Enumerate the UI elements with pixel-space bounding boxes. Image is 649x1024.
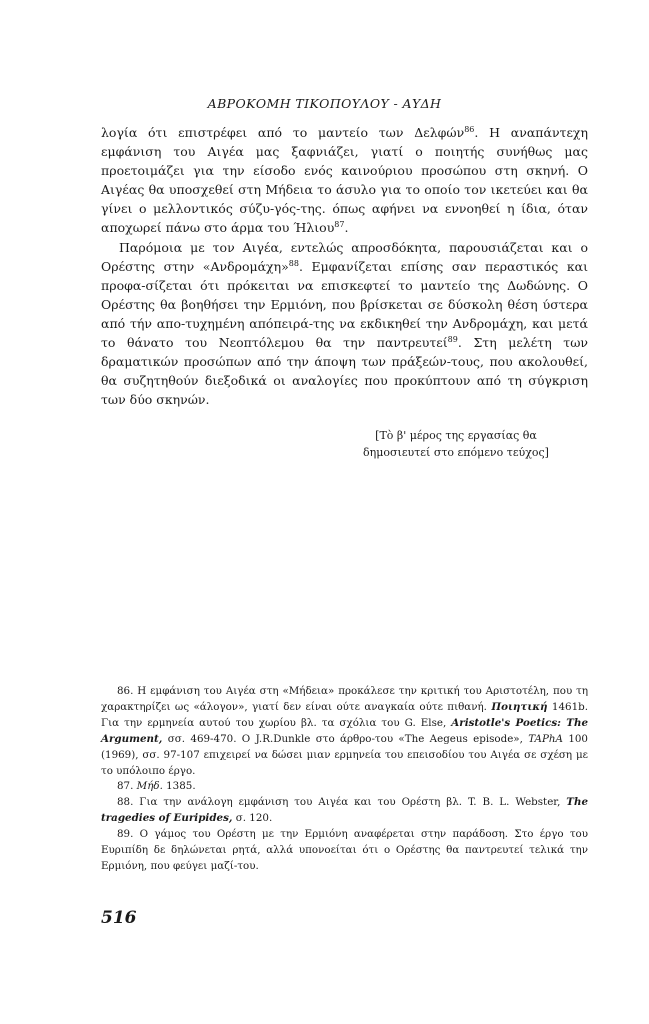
footnote-86-title-else: Aristotle's Poetics: The Argument, xyxy=(101,716,588,745)
footnote-86-text-a: 86. Η εμφάνιση του Αιγέα στη «Μήδεια» προκάλεσε την κριτική του Αριστοτέλη, που τη χαρακτηρίζει ως «άλογον», γιατί δεν είναι ούτε αναγκαία ούτε πιθανή. xyxy=(101,685,588,713)
footnote-ref-87: 87 xyxy=(334,220,345,230)
footnote-87-text-a: 87. xyxy=(117,780,137,793)
footnote-89-text: 89. Ο γάμος του Ορέστη με την Ερμιόνη αναφέρεται στην παράδοση. Στο έργο του Ευριπίδη δε δηλώνεται ρητά, αλλά υπονοείται ότι ο Ορέστης θα παντρευτεί τελικά την Ερμιόνη, που φεύγει μαζί-του. xyxy=(101,828,588,872)
footnote-86-journal: TAPhA xyxy=(528,732,563,745)
footnotes xyxy=(101,684,588,875)
paragraph-2-text-b: . Εμφανίζεται επίσης σαν περαστικός και προφα-σίζεται ότι πρόκειται να επισκεφτεί το μαντείο της Δωδώνης. Ο Ορέστης θα βοηθήσει την Ερμιόνη, που βρίσκεται σε δύσκολη θέση ύστερα από τήν απο-τυχημένη απόπειρά-της να εκδικηθεί την Ανδρομάχη, και μετά το θάνατο του Νεοπτόλεμου θα την παντρευτεί xyxy=(101,258,588,351)
footnote-ref-86: 86 xyxy=(464,125,475,134)
footnote-87-abbrev: Μήδ. xyxy=(136,780,163,793)
footnote-88 xyxy=(101,795,588,827)
footnote-ref-89: 89 xyxy=(447,335,458,345)
footnote-88-title: The tragedies of Euripides, xyxy=(101,796,588,825)
footnote-86 xyxy=(101,684,588,779)
main-text xyxy=(101,123,588,409)
paragraph-2-text-c: . Στη μελέτη των δραματικών προσώπων από την άποψη των πράξεών-τους, που ακολουθεί, θα συζητηθούν διεξοδικά οι αναλογίες που προκύπτουν από τη σύγκριση των δύο σκηνών. xyxy=(101,335,589,408)
footnote-ref-88: 88 xyxy=(288,258,299,268)
footnote-86-text-b: 1461b. Για την ερμηνεία αυτού του χωρίου βλ. τα σχόλια του G. Else, xyxy=(101,700,588,729)
page-number: 516 xyxy=(101,908,137,928)
paragraph-1-text-a: λογία ότι επιστρέφει από το μαντείο των Δελφών xyxy=(101,125,465,140)
footnote-88-text-a: 88. Για την ανάλογη εμφάνιση του Αιγέα και του Ορέστη βλ. T. B. L. Webster, xyxy=(117,796,567,809)
paragraph-2-text-a: Παρόμοια με τον Αιγέα, εντελώς απροσδόκητα, παρουσιάζεται και ο Ορέστης στην «Ανδρομάχη» xyxy=(101,239,588,274)
editorial-note-line-1: [Τὸ β' μέρος της εργασίας θα xyxy=(375,429,537,442)
footnote-87 xyxy=(101,779,588,795)
paragraph-2 xyxy=(101,238,588,410)
running-head: ΑΒΡΟΚΟΜΗ ΤΙΚΟΠΟΥΛΟΥ - ΑΥΔΗ xyxy=(207,96,442,111)
footnote-86-text-d: 100 (1969), σσ. 97-107 επιχειρεί να δώσει μιαν ερμηνεία του επεισοδίου του Αιγέα σε σχέση με το υπόλοιπο έργο. xyxy=(101,732,588,777)
footnote-89 xyxy=(101,827,588,875)
footnote-86-title-poetics: Ποιητική xyxy=(491,700,548,713)
paragraph-1 xyxy=(101,123,588,238)
footnote-87-text-b: 1385. xyxy=(162,780,196,793)
paragraph-1-text-c: . xyxy=(344,220,349,236)
footnote-88-text-b: σ. 120. xyxy=(232,812,273,825)
footnote-86-text-c: σσ. 469-470. Ο J.R.Dunkle στο άρθρο-του «The Aegeus episode», xyxy=(162,732,529,745)
editorial-note-line-2: δημοσιευτεί στο επόμενο τεύχος] xyxy=(363,446,549,459)
paragraph-1-text-b: . Η αναπάντεχη εμφάνιση του Αιγέα μας ξαφνιάζει, γιατί ο ποιητής συνήθως μας προετοιμάζει για την είσοδο ενός καινούριου προσώπου στη σκηνή. Ο Αιγέας θα υποσχεθεί στη Μήδεια το άσυλο για το οποίο τον ικετεύει και θα γίνει ο μελλοντικός σύζυ-γός-της. όπως αφήνει να εννοηθεί η ίδια, όταν αποχωρεί πάνω στο άρμα του Ήλιου xyxy=(101,125,588,236)
editorial-note xyxy=(336,427,576,461)
